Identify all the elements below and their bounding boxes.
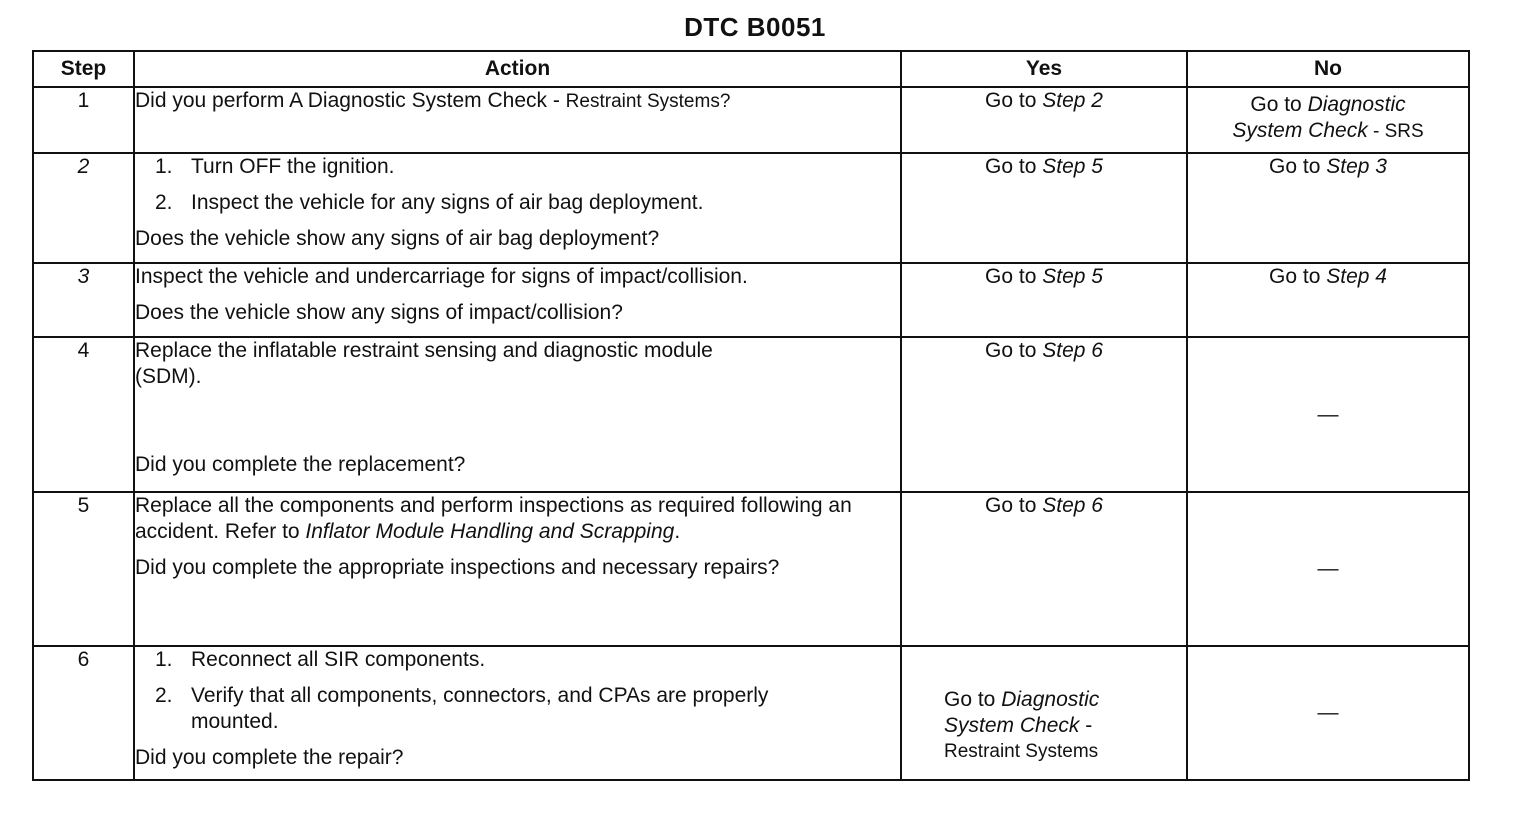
empty-dash: — [1317, 701, 1339, 724]
list-item: 2. Inspect the vehicle for any signs of air bag deployment. [155, 191, 704, 214]
yes-cell: Go to Step 6 [901, 492, 1187, 646]
step-number: 1 [33, 87, 134, 153]
list-item: 1. Reconnect all SIR components. [155, 648, 486, 671]
yes-cell: Go to Diagnostic System Check - Restraint Systems [901, 646, 1187, 780]
table-row [33, 153, 1469, 263]
table-row [33, 337, 1469, 492]
empty-dash: — [1317, 402, 1339, 426]
table-header-row [33, 51, 1469, 87]
action-cell [134, 492, 901, 646]
yes-cell: Go to Step 6 [901, 337, 1187, 492]
action-steps-list [135, 647, 900, 735]
action-cell [134, 337, 901, 492]
yes-cell: Go to Step 5 [901, 153, 1187, 263]
list-item: 2. Verify that all components, connectors, and CPAs are properly mounted. [155, 684, 769, 733]
no-cell: Go to Step 4 [1187, 263, 1469, 337]
column-header-step: Step [33, 51, 134, 87]
step-link: Step 2 [1042, 89, 1103, 112]
action-cell [134, 263, 901, 337]
step-number: 2 [33, 153, 134, 263]
no-cell: Go to Diagnostic System Check - SRS [1187, 87, 1469, 153]
table-row [33, 87, 1469, 153]
action-text: Replace all the components and perform inspections as required following an accident. Refer to Inflator Module Handling and Scrapping. [135, 494, 852, 543]
no-cell: Go to Step 3 [1187, 153, 1469, 263]
column-header-yes: Yes [901, 51, 1187, 87]
step-number: 3 [33, 263, 134, 337]
reference-link: Inflator Module Handling and Scrapping [305, 520, 675, 543]
empty-dash: — [1317, 557, 1339, 580]
table-row [33, 646, 1469, 780]
action-question: Did you complete the replacement? [135, 453, 466, 476]
yes-cell: Go to Step 5 [901, 263, 1187, 337]
diagnostic-table [32, 50, 1470, 781]
yes-cell: Go to Step 2 [901, 87, 1187, 153]
action-question: Does the vehicle show any signs of impact/collision? [135, 301, 623, 324]
action-question: Did you complete the repair? [135, 746, 404, 769]
action-question: Did you complete the appropriate inspections and necessary repairs? [135, 556, 780, 579]
action-cell [134, 87, 901, 153]
action-steps-list [135, 154, 900, 216]
step-number: 5 [33, 492, 134, 646]
action-text: Inspect the vehicle and undercarriage for signs of impact/collision. [135, 265, 748, 288]
action-cell [134, 646, 901, 780]
page-title: DTC B0051 [684, 12, 826, 42]
action-cell [134, 153, 901, 263]
action-question: Does the vehicle show any signs of air bag deployment? [135, 227, 660, 250]
column-header-action: Action [134, 51, 901, 87]
table-row [33, 492, 1469, 646]
list-item: 1. Turn OFF the ignition. [155, 155, 395, 178]
table-row [33, 263, 1469, 337]
step-number: 4 [33, 337, 134, 492]
no-cell [1187, 492, 1469, 646]
action-text: Replace the inflatable restraint sensing and diagnostic module (SDM). [135, 339, 713, 388]
no-cell [1187, 646, 1469, 780]
no-cell [1187, 337, 1469, 492]
action-question: Did you perform A Diagnostic System Check - Restraint Systems? [135, 89, 731, 112]
step-number: 6 [33, 646, 134, 780]
column-header-no: No [1187, 51, 1469, 87]
